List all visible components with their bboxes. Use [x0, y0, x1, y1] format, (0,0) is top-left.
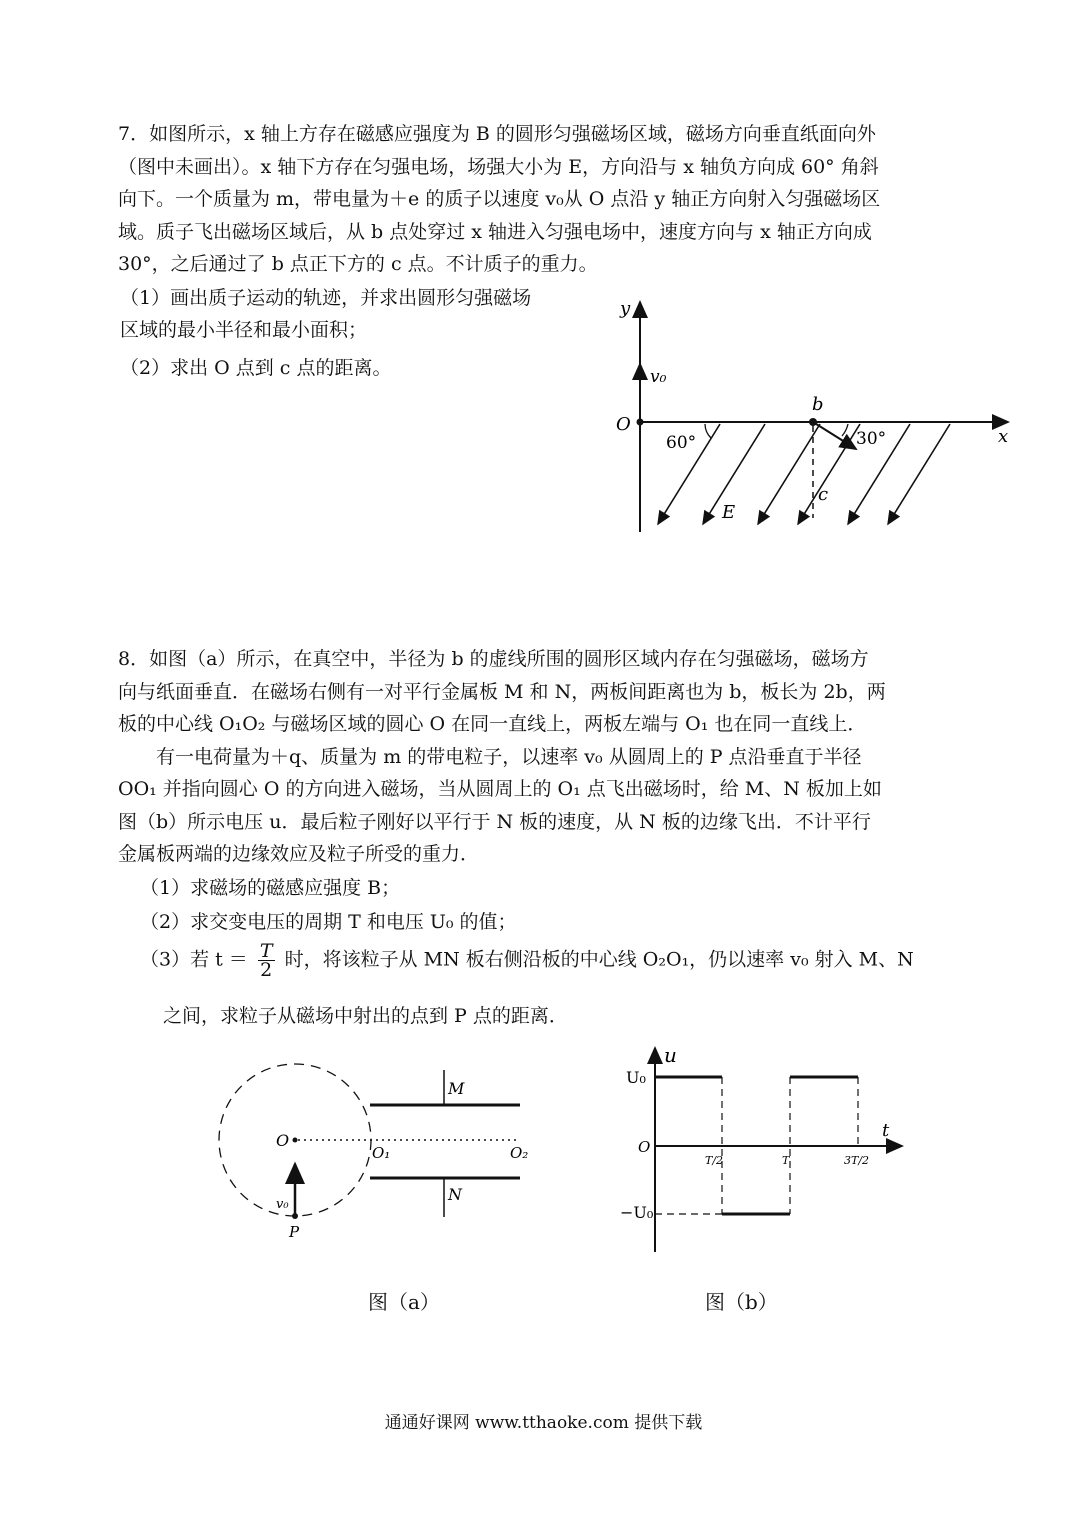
U0-label: U₀: [626, 1068, 646, 1087]
caption-a: 图（a）: [368, 1290, 440, 1314]
angle-60-label: 60°: [666, 433, 697, 453]
angle-30-arc: [842, 424, 848, 436]
c-label: c: [818, 484, 829, 505]
field-line: [758, 424, 820, 524]
negU0-label: −U₀: [620, 1203, 654, 1222]
field-line: [798, 424, 860, 524]
O-label: O: [638, 1138, 651, 1156]
figure-a: [210, 1060, 550, 1250]
q8-line: 8．如图（a）所示，在真空中，半径为 b 的虚线所围的圆形区域内存在匀强磁场，磁场方: [118, 648, 869, 670]
t-label: t: [882, 1120, 890, 1141]
M-label: M: [448, 1079, 465, 1098]
fraction: [258, 942, 275, 979]
y-axis-label: y: [620, 298, 631, 319]
q8-sub3-post: 时，将该粒子从 MN 板右侧沿板的中心线 O₂O₁，仍以速率 v₀ 射入 M、N: [284, 948, 914, 971]
E-label: E: [722, 502, 736, 523]
tick-T: T: [782, 1154, 790, 1167]
q8-sub2: （2）求交变电压的周期 T 和电压 U₀ 的值；: [140, 911, 517, 933]
q7-text: [118, 118, 970, 281]
q8-line: OO₁ 并指向圆心 O 的方向进入磁场，当从圆周上的 O₁ 点飞出磁场时，给 M、N 板加上如: [118, 778, 882, 800]
footer: 通通好课网 www.tthaoke.com 提供下载: [384, 1413, 703, 1433]
q7-line: 向下。一个质量为 m，带电量为＋e 的质子以速度 v₀从 O 点沿 y 轴正方向射入匀强磁场区: [118, 188, 881, 210]
q8-line: 向与纸面垂直．在磁场右侧有一对平行金属板 M 和 N，两板间距离也为 b，板长为 2b，两: [118, 680, 886, 703]
q8-sub3-pre: （3）若 t ＝: [140, 948, 248, 971]
q8-text: [118, 643, 970, 871]
v0-label: v₀: [650, 367, 667, 387]
q7-line: 7．如图所示，x 轴上方存在磁感应强度为 B 的圆形匀强磁场区域，磁场方向垂直纸面向外: [118, 123, 876, 145]
q8-line: 板的中心线 O₁O₂ 与磁场区域的圆心 O 在同一直线上，两板左端与 O₁ 也在同一直线上．: [118, 713, 867, 735]
fraction-numerator: T: [259, 940, 273, 962]
q8-line: 有一电荷量为＋q、质量为 m 的带电粒子，以速率 v₀ 从圆周上的 P 点沿垂直于半径: [156, 745, 862, 768]
q7-line: 域。质子飞出磁场区域后，从 b 点处穿过 x 轴进入匀强电场中，速度方向与 x 轴正方向成: [118, 220, 872, 243]
N-label: N: [448, 1185, 462, 1204]
tick-3T2: 3T/2: [844, 1154, 870, 1167]
q7-sub2: （2）求出 O 点到 c 点的距离。: [120, 357, 392, 379]
q8-line: 图（b）所示电压 u．最后粒子刚好以平行于 N 板的速度，从 N 板的边缘飞出．不计平行: [118, 810, 871, 833]
q8-sub1: （1）求磁场的磁感应强度 B；: [140, 877, 401, 899]
q7-figure: [610, 292, 1020, 542]
P-point: [292, 1213, 298, 1219]
q7-sub1-line2: 区域的最小半径和最小面积；: [120, 319, 368, 341]
field-line: [888, 424, 950, 524]
v0-label: v₀: [276, 1197, 289, 1212]
O1-label: O₁: [372, 1144, 391, 1162]
center-O: [293, 1138, 298, 1143]
q7-sub1: [120, 282, 531, 346]
q7-line: 30°，之后通过了 b 点正下方的 c 点。不计质子的重力。: [118, 253, 598, 275]
b-label: b: [812, 394, 824, 415]
q8-sub3: [140, 942, 914, 979]
angle-60-arc: [705, 424, 711, 438]
figure-b: [612, 1040, 912, 1260]
origin-label: O: [616, 414, 631, 435]
O-label: O: [276, 1131, 290, 1150]
P-label: P: [289, 1223, 300, 1241]
x-axis-label: x: [998, 426, 1009, 447]
fraction-denominator: 2: [260, 959, 273, 981]
q7-sub1-line1: （1）画出质子运动的轨迹，并求出圆形匀强磁场: [120, 287, 532, 309]
u-label: u: [664, 1043, 677, 1067]
q7-line: （图中未画出）。x 轴下方存在匀强电场，场强大小为 E，方向沿与 x 轴负方向成 60° 角斜: [118, 155, 879, 178]
b-velocity-arrow: [813, 422, 856, 449]
O2-label: O₂: [510, 1144, 529, 1162]
caption-b: 图（b）: [705, 1290, 778, 1314]
q8-sub3-line2: 之间，求粒子从磁场中射出的点到 P 点的距离．: [163, 1005, 568, 1027]
angle-30-label: 30°: [856, 429, 887, 449]
tick-T2: T/2: [705, 1154, 724, 1167]
q8-line: 金属板两端的边缘效应及粒子所受的重力．: [118, 843, 480, 865]
